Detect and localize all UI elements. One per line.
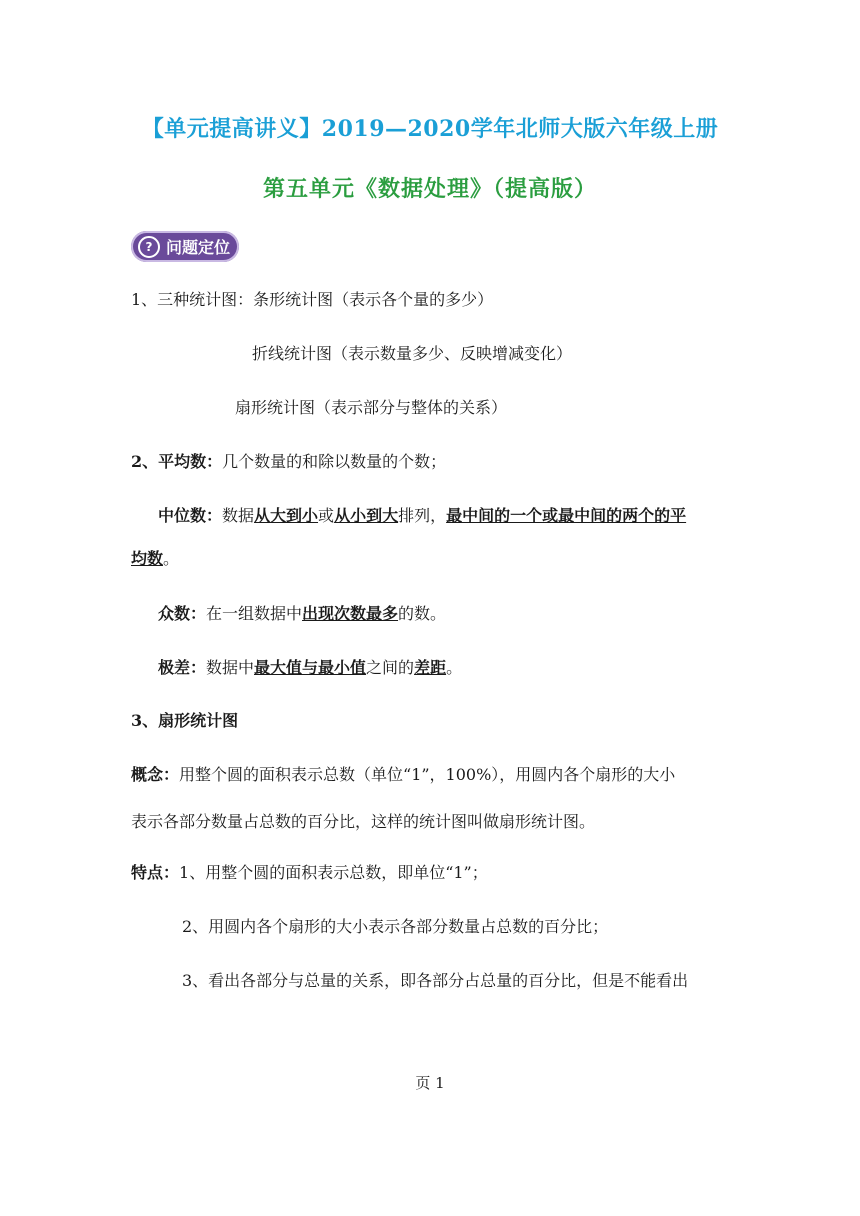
- feature-line-1: [131, 862, 488, 884]
- document-title: 【单元提高讲义】2019—2020学年北师大版六年级上册: [141, 116, 719, 142]
- median-label: 中位数：: [158, 506, 223, 525]
- pie-chart-heading: 3、扇形统计图: [131, 711, 239, 730]
- document-subtitle: 第五单元《数据处理》（提高版）: [262, 176, 597, 202]
- badge-label: 问题定位: [166, 238, 231, 257]
- chart-types-line-3: 扇形统计图（表示部分与整体的关系）: [235, 398, 508, 417]
- mode-text: 的数。: [398, 604, 447, 623]
- range-definition: [158, 657, 462, 679]
- feature-label: 特点：: [131, 863, 180, 882]
- average-definition: [131, 451, 446, 473]
- range-text: 之间的: [366, 658, 415, 677]
- range-text: 数据中: [206, 658, 255, 677]
- mode-emphasis: 出现次数最多: [302, 604, 399, 623]
- concept-text: 用整个圆的面积表示总数（单位“1”，100%），用圆内各个扇形的大小: [179, 765, 676, 784]
- median-definition: [158, 505, 686, 527]
- page-number: 页 1: [415, 1074, 445, 1092]
- chart-types-line-1: 1、三种统计图：条形统计图（表示各个量的多少）: [131, 290, 494, 309]
- median-emphasis: 最中间的一个或最中间的两个的平: [446, 506, 687, 525]
- range-text: 。: [446, 658, 463, 677]
- feature-line-2: 2、用圆内各个扇形的大小表示各部分数量占总数的百分比；: [182, 917, 609, 936]
- concept-line-2: 表示各部分数量占总数的百分比，这样的统计图叫做扇形统计图。: [131, 812, 596, 831]
- concept-label: 概念：: [131, 765, 180, 784]
- mode-label: 众数：: [158, 604, 207, 623]
- average-text: 几个数量的和除以数量的个数；: [222, 452, 447, 471]
- median-emphasis: 从大到小: [254, 506, 319, 525]
- chart-types-line-2: 折线统计图（表示数量多少、反映增减变化）: [252, 344, 573, 363]
- concept-line-1: [131, 764, 675, 786]
- mode-text: 在一组数据中: [206, 604, 303, 623]
- feature-text: 1、用整个圆的面积表示总数，即单位“1”；: [179, 863, 488, 882]
- median-emphasis: 均数: [131, 549, 164, 568]
- problem-location-badge: [131, 231, 239, 262]
- median-text: 排列，: [398, 506, 447, 525]
- question-bubble-icon: ?: [138, 236, 160, 258]
- mode-definition: [158, 603, 446, 625]
- range-emphasis: 差距: [414, 658, 447, 677]
- range-label: 极差：: [158, 658, 207, 677]
- feature-line-3: 3、看出各部分与总量的关系，即各部分占总量的百分比，但是不能看出: [182, 971, 689, 990]
- median-definition-cont: [131, 548, 179, 570]
- median-text: 数据: [222, 506, 255, 525]
- average-label: 2、平均数：: [131, 452, 223, 471]
- median-text: 。: [163, 549, 180, 568]
- median-text: 或: [318, 506, 335, 525]
- range-emphasis: 最大值与最小值: [254, 658, 367, 677]
- median-emphasis: 从小到大: [334, 506, 399, 525]
